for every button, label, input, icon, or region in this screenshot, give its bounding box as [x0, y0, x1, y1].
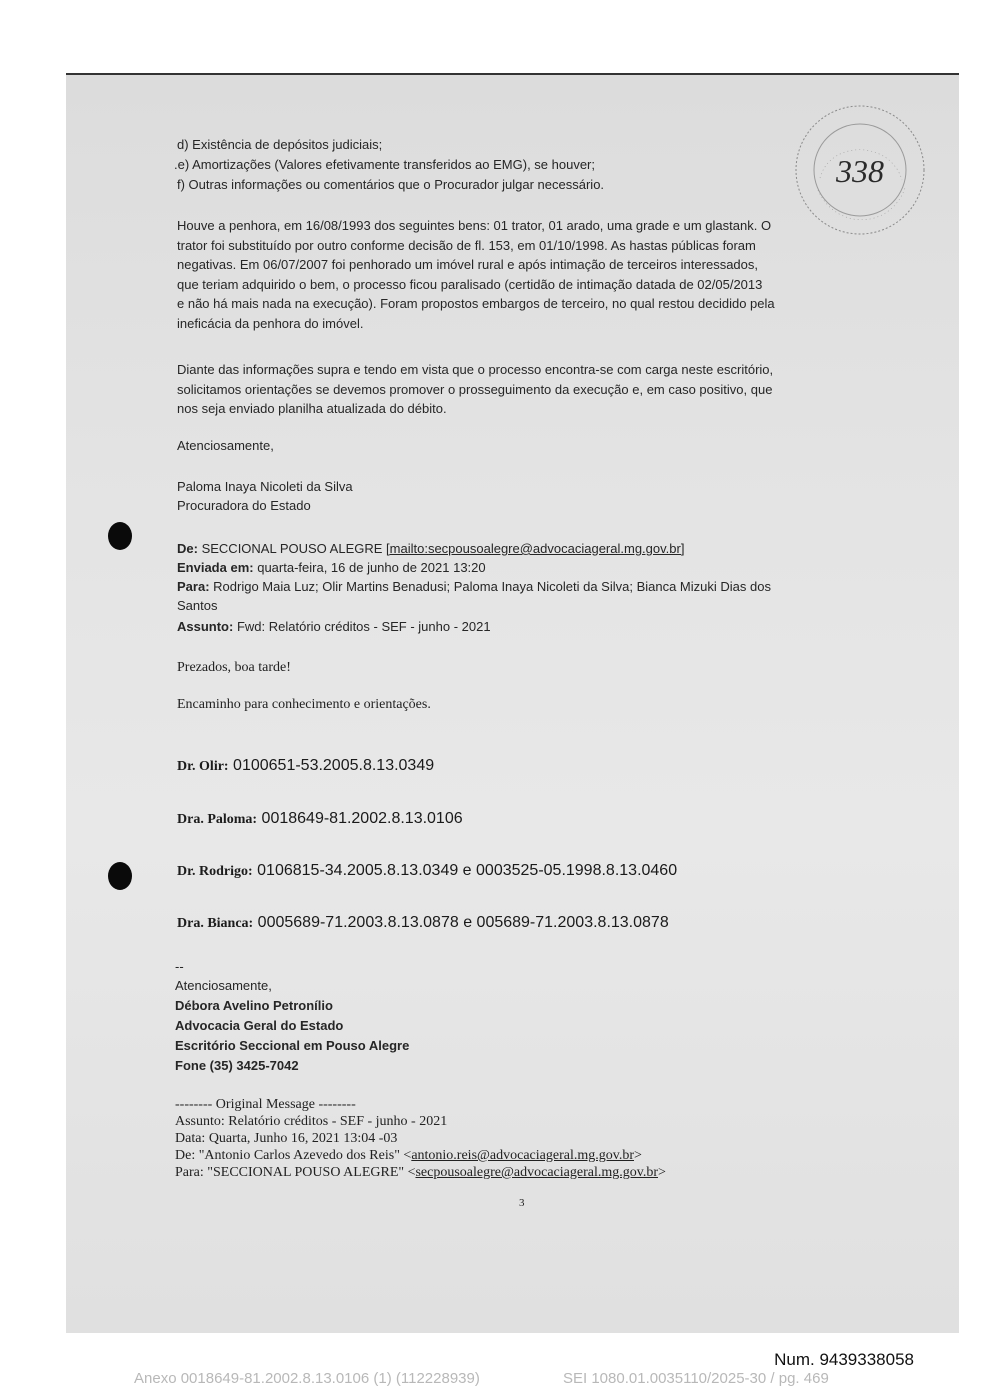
punch-hole-bottom: [108, 862, 132, 890]
signature-closing: Atenciosamente,: [175, 978, 272, 993]
assignment-label: Dra. Bianca:: [177, 916, 254, 931]
original-message-date: Data: Quarta, Junho 16, 2021 13:04 -03: [175, 1131, 398, 1146]
signer-title: Procuradora do Estado: [177, 498, 311, 513]
to-value: Rodrigo Maia Luz; Olir Martins Benadusi; Paloma Inaya Nicoleti da Silva; Bianca Mizuki Dias dos: [213, 579, 771, 594]
assignment-value: 0106815-34.2005.8.13.0349 e 0003525-05.1998.8.13.0460: [257, 862, 678, 879]
footer-document-number: Num. 9439338058: [774, 1350, 914, 1369]
greeting: Prezados, boa tarde!: [177, 660, 291, 675]
email-sent: [177, 560, 486, 575]
to-suffix: >: [657, 1165, 666, 1180]
from-value: SECCIONAL POUSO ALEGRE: [201, 541, 387, 556]
court-stamp-seal: [790, 100, 930, 240]
signature-dashes: --: [175, 959, 184, 974]
stamp-number: 338: [836, 153, 884, 189]
paragraph-line: Houve a penhora, em 16/08/1993 dos seguintes bens: 01 trator, 01 arado, uma grade e um glastank. O: [177, 218, 772, 233]
signature-office: Escritório Seccional em Pouso Alegre: [175, 1038, 410, 1053]
paragraph-line: Diante das informações supra e tendo em vista que o processo encontra-se com carga neste escritório,: [177, 362, 774, 377]
paragraph-penhora: [177, 216, 775, 333]
signer-name: Paloma Inaya Nicoleti da Silva: [177, 479, 353, 494]
signature-org: Advocacia Geral do Estado: [175, 1018, 344, 1033]
from-mailto-link[interactable]: [mailto:secpousoalegre@advocaciageral.mg.gov.br]: [386, 541, 685, 556]
footer-annex: Anexo 0018649-81.2002.8.13.0106 (1) (112228939): [134, 1370, 480, 1387]
punch-hole-top: [108, 522, 132, 550]
assignment-label: Dra. Paloma:: [177, 812, 258, 827]
from-suffix: >: [634, 1148, 642, 1163]
sent-label: Enviada em:: [177, 560, 254, 575]
closing-text: Atenciosamente,: [177, 438, 274, 453]
paragraph-line: que teriam adquirido o bem, o processo ficou paralisado (certidão de intimação datada de 02/05/2013: [177, 276, 763, 292]
sent-value: quarta-feira, 16 de junho de 2021 13:20: [257, 560, 486, 575]
assignment-olir: [177, 757, 434, 775]
email-to-cont: Santos: [177, 598, 218, 613]
list-item-d: d) Existência de depósitos judiciais;: [177, 137, 383, 152]
assignment-value: 0018649-81.2002.8.13.0106: [261, 810, 463, 827]
email-to: [177, 579, 771, 594]
paragraph-line: ineficácia da penhora do imóvel.: [177, 315, 364, 331]
assignment-bianca: [177, 914, 669, 932]
original-message-to: [175, 1165, 666, 1181]
assignment-label: Dr. Olir:: [177, 759, 229, 774]
to-email-link[interactable]: secpousoalegre@advocaciageral.mg.gov.br: [415, 1165, 658, 1180]
footer-sei: SEI 1080.01.0035110/2025-30 / pg. 469: [563, 1370, 829, 1387]
paragraph-line: nos seja enviado planilha atualizada do débito.: [177, 401, 447, 416]
assignment-rodrigo: [177, 862, 677, 880]
email-from: [177, 541, 684, 556]
paragraph-line: negativas. Em 06/07/2007 foi penhorado um imóvel rural e após intimação de terceiros interessados,: [177, 257, 758, 272]
subject-value: Fwd: Relatório créditos - SEF - junho - 2021: [236, 619, 491, 634]
paragraph-line: trator foi substituído por outro conforme decisão de fl. 153, em 01/10/1998. As hastas públicas foram: [177, 237, 756, 253]
to-label: Para:: [177, 579, 210, 594]
assignment-value: 0100651-53.2005.8.13.0349: [233, 757, 435, 774]
page-number: 3: [519, 1197, 525, 1209]
signature-name: Débora Avelino Petronílio: [175, 998, 333, 1013]
from-label: De:: [177, 541, 198, 556]
from-prefix: De: "Antonio Carlos Azevedo dos Reis" <: [175, 1148, 412, 1163]
paragraph-line: e não há mais nada na execução). Foram propostos embargos de terceiro, no qual restou decidido pela: [177, 296, 775, 311]
list-item-f: f) Outras informações ou comentários que o Procurador julgar necessário.: [177, 177, 605, 192]
original-message-header: -------- Original Message --------: [175, 1097, 356, 1112]
to-prefix: Para: "SECCIONAL POUSO ALEGRE" <: [175, 1165, 416, 1180]
list-item-e: .e) Amortizações (Valores efetivamente transferidos ao EMG), se houver;: [174, 157, 595, 172]
from-email-link[interactable]: antonio.reis@advocaciageral.mg.gov.br: [411, 1148, 634, 1163]
assignment-value: 0005689-71.2003.8.13.0878 e 005689-71.2003.8.13.0878: [257, 914, 669, 931]
subject-label: Assunto:: [177, 619, 234, 634]
email-subject: [177, 619, 491, 634]
assignment-label: Dr. Rodrigo:: [177, 864, 253, 879]
paragraph-request: [177, 360, 773, 419]
signature-phone: Fone (35) 3425-7042: [175, 1058, 299, 1073]
paragraph-line: solicitamos orientações se devemos promover o prosseguimento da execução e, em caso positivo, que: [177, 381, 773, 397]
assignment-paloma: [177, 810, 463, 828]
forward-note: Encaminho para conhecimento e orientações.: [177, 697, 431, 712]
original-message-subject: Assunto: Relatório créditos - SEF - junho - 2021: [175, 1114, 448, 1129]
original-message-from: [175, 1148, 642, 1164]
